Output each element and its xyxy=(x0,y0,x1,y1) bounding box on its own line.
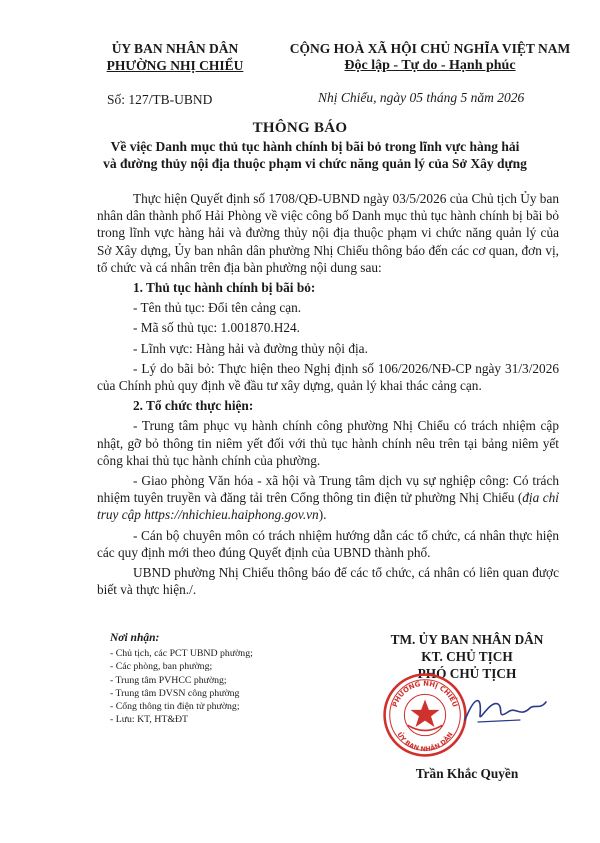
recipient-item: - Lưu: KT, HT&ĐT xyxy=(110,714,189,726)
seal-text-bottom: ỦY BAN NHÂN DÂN xyxy=(395,730,455,754)
section2-heading: 2. Tổ chức thực hiện: xyxy=(133,398,254,414)
section1-heading: 1. Thủ tục hành chính bị bãi bỏ: xyxy=(133,280,316,296)
procedure-name: - Tên thủ tục: Đổi tên cảng cạn. xyxy=(133,300,302,316)
national-motto: Độc lập - Tự do - Hạnh phúc xyxy=(344,58,516,73)
handwritten-signature-icon xyxy=(460,690,550,730)
document-title: THÔNG BÁO xyxy=(252,120,348,136)
authority-line1: ỦY BAN NHÂN DÂN xyxy=(111,41,239,56)
document-body xyxy=(97,190,559,601)
national-header xyxy=(280,40,580,74)
recipient-item: - Chủ tịch, các PCT UBND phường; xyxy=(110,648,253,660)
nation-name: CỘNG HOÀ XÃ HỘI CHỦ NGHĨA VIỆT NAM xyxy=(289,41,571,56)
task-service-center: - Trung tâm phục vụ hành chính công phường Nhị Chiểu có trách nhiệm cập nhật, gỡ bỏ thông tin niêm yết đối với thủ tục hành chính nêu trên tại bảng niêm yết công khai thủ tục hành chính của phường. xyxy=(97,418,559,468)
portal-address: địa chỉ truy cập https://nhichieu.haiphong.gov.vn xyxy=(97,490,560,523)
procedure-reason: - Lý do bãi bỏ: Thực hiện theo Nghị định số 106/2026/NĐ-CP ngày 31/3/2026 của Chính phủ quy định về đầu tư xây dựng, quản lý khai thác cảng cạn. xyxy=(97,360,559,394)
place-and-date: Nhị Chiểu, ngày 05 tháng 5 năm 2026 xyxy=(318,90,525,105)
signature-line3: PHÓ CHỦ TỊCH xyxy=(417,666,517,681)
task-culture-text: - Giao phòng Văn hóa - xã hội và Trung tâm dịch vụ sự nghiệp công: Có trách nhiệm tuyên truyền và đăng tải trên Cổng thông tin điện tử phường Nhị Chiểu ( xyxy=(97,473,559,506)
recipients-block xyxy=(110,632,350,726)
recipient-item: - Cổng thông tin điện tử phường; xyxy=(110,701,240,713)
task-culture-dept xyxy=(97,472,559,524)
subtitle-line2: và đường thủy nội địa thuộc phạm vi chức năng quản lý của Sở Xây dựng xyxy=(103,156,527,171)
intro-paragraph: Thực hiện Quyết định số 1708/QĐ-UBND ngày 03/5/2026 của Chủ tịch Ủy ban nhân dân thành phố Hải Phòng về việc công bố Danh mục thủ tục hành chính bị bãi bỏ trong lĩnh vực hàng hải và đường thủy nội địa thuộc phạm vi chức năng quản lý của Sở Xây dựng, Ủy ban nhân dân phường Nhị Chiểu thông báo đến các cơ quan, đơn vị, tổ chức và cá nhân trên địa bàn phường nội dung sau: xyxy=(97,191,560,275)
official-seal-icon xyxy=(382,672,468,758)
procedure-code: - Mã số thủ tục: 1.001870.H24. xyxy=(133,320,300,336)
seal-text-top: PHƯỜNG NHỊ CHIỂU xyxy=(390,679,460,709)
issuing-authority xyxy=(95,40,255,74)
recipient-item: - Trung tâm PVHCC phường; xyxy=(110,674,227,686)
authority-line2: PHƯỜNG NHỊ CHIỂU xyxy=(106,58,244,73)
procedure-field: - Lĩnh vực: Hàng hải và đường thủy nội địa. xyxy=(133,340,368,356)
signature-line2: KT. CHỦ TỊCH xyxy=(421,649,513,664)
task-staff: - Cán bộ chuyên môn có trách nhiệm hướng dẫn các tổ chức, cá nhân thực hiện các quy định mới theo đúng Quyết định của UBND thành phố. xyxy=(97,527,559,560)
closing-paragraph: UBND phường Nhị Chiểu thông báo để các tổ chức, cá nhân có liên quan được biết và thực hiện./. xyxy=(97,565,559,598)
recipients-label: Nơi nhận: xyxy=(110,632,160,644)
signer-name: Trần Khắc Quyền xyxy=(415,766,519,781)
recipient-item: - Trung tâm DVSN công phường xyxy=(110,687,240,699)
recipient-item: - Các phòng, ban phường; xyxy=(110,661,213,673)
document-number: Số: 127/TB-UBND xyxy=(107,92,213,107)
subtitle-line1: Về việc Danh mục thủ tục hành chính bị bãi bỏ trong lĩnh vực hàng hải xyxy=(110,139,520,154)
task-culture-end: ). xyxy=(318,507,327,523)
signature-line1: TM. ỦY BAN NHÂN DÂN xyxy=(390,632,544,647)
document-subtitle xyxy=(85,138,545,172)
